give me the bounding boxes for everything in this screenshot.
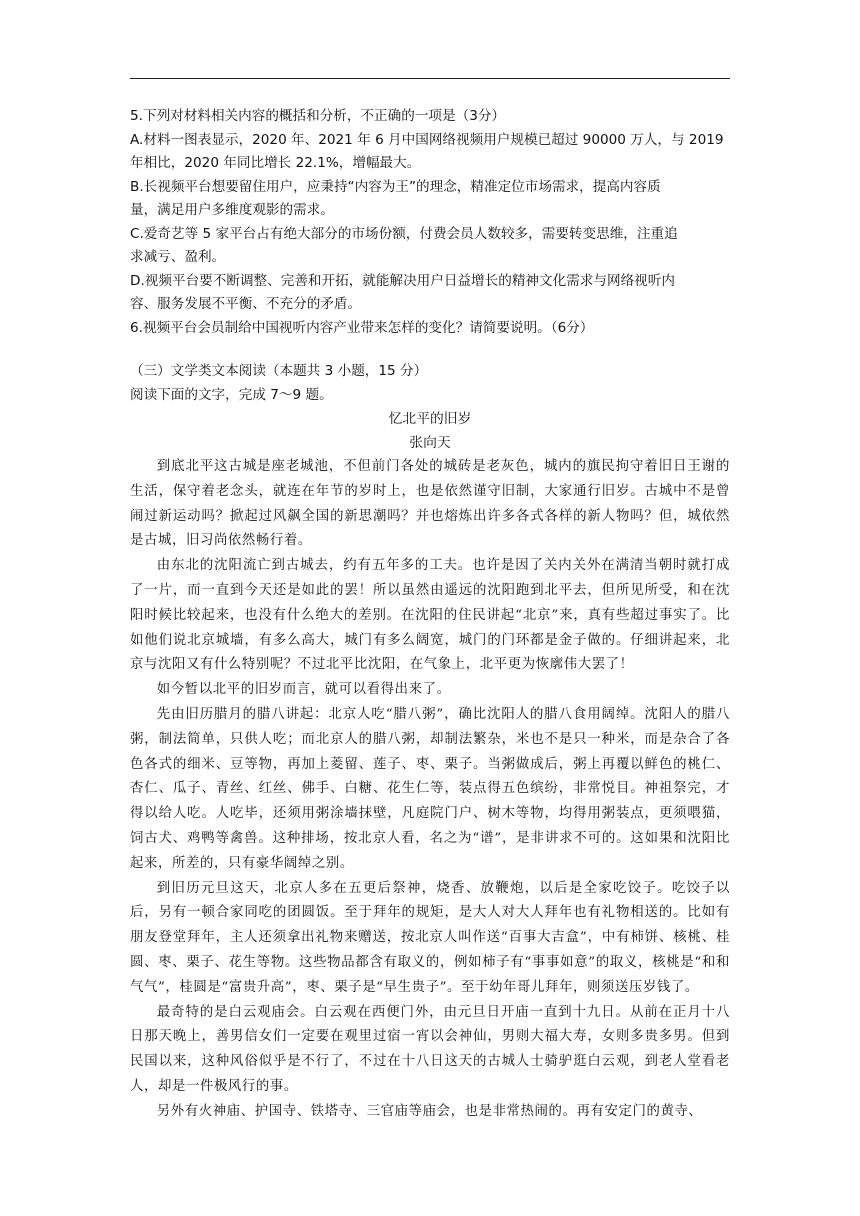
question-5-option-a-line-1: A.材料一图表显示，2020 年、2021 年 6 月中国网络视频用户规模已超过 90000 万人，与 2019: [130, 131, 724, 148]
question-5-option-d-line-2: 容、服务发展不平衡、不充分的矛盾。: [130, 296, 362, 312]
article-paragraph: 由东北的沈阳流亡到古城去，约有五年多的工夫。也许是因了关内关外在满清当朝时就打成了一片，而一直到今天还是如此的罢！所以虽然由遥远的沈阳跑到北平去，但所见所受，和在沈阳时候比较起来，也没有什么绝大的差别。在沈阳的住民讲起“北京”来，真有些超过事实了。比如他们说北京城墙，有多么高大，城门有多么阔宽，城门的门环都是金子做的。仔细讲起来，北京与沈阳又有什么特别呢？不过北平比沈阳，在气象上，北平更为恢廓伟大罢了！: [130, 558, 730, 673]
question-5-option-b-line-1: B.长视频平台想要留住用户，应秉持“内容为王”的理念，精准定位市场需求，提高内容质: [130, 178, 661, 195]
page-content: [130, 105, 730, 1125]
article-paragraph: 最奇特的是白云观庙会。白云观在西便门外，由元旦日开庙一直到十九日。从前在正月十八日那天晚上，善男信女们一定要在观里过宿一宵以会神仙，男则大福大寿，女则多贵多男。但到民国以来，这种风俗似乎是不行了，不过在十八日这天的古城人士骑驴逛白云观，到老人堂看老人，却是一件极风行的事。: [130, 1004, 730, 1094]
question-5-option-b-line-2: 量，满足用户多维度观影的需求。: [130, 202, 334, 218]
header-rule: [130, 78, 730, 79]
article-paragraph: 另外有火神庙、护国寺、铁塔寺、三官庙等庙会，也是非常热闹的。再有安定门的黄寺、: [156, 1103, 703, 1119]
question-6: 6.视频平台会员制给中国视听内容产业带来怎样的变化？请简要说明。（6分）: [130, 319, 594, 336]
question-5-option-a-line-2: 年相比，2020 年同比增长 22.1%，增幅最大。: [130, 155, 421, 171]
article-paragraph: 到旧历元旦这天，北京人多在五更后祭神，烧香、放鞭炮，以后是全家吃饺子。吃饺子以后，另有一顿合家同吃的团圆饭。至于拜年的规矩，是大人对大人拜年也有礼物相送的。比如有朋友登堂拜年，主人还须拿出礼物来赠送，按北京人叫作送“百事大吉盒”，中有柿饼、核桃、桂圆、枣、栗子、花生等物。这些物品都含有取义的，例如柿子有“事事如意”的取义，核桃是“和和气气”，桂圆是“富贵升高”，枣、栗子是“早生贵子”。至于幼年哥儿拜年，则须送压岁钱了。: [130, 880, 730, 995]
question-5-option-c-line-1: C.爱奇艺等 5 家平台占有绝大部分的市场份额，付费会员人数较多，需要转变思维，注重追: [130, 225, 678, 242]
question-5-option-c-line-2: 求减亏、盈利。: [130, 249, 226, 265]
question-5-stem: 5.下列对材料相关内容的概括和分析，不正确的一项是（3分）: [130, 108, 506, 124]
question-5-option-d-line-1: D.视频平台要不断调整、完善和开拓，就能解决用户日益增长的精神文化需求与网络视听内: [130, 272, 675, 289]
article-paragraph: 如今暂以北平的旧岁而言，就可以看得出来了。: [156, 682, 451, 698]
article-author: 张向天: [409, 435, 451, 451]
article-paragraph: 先由旧历腊月的腊八讲起：北京人吃“腊八粥”，确比沈阳人的腊八食用阔绰。沈阳人的腊八粥，制法简单，只供人吃；而北京人的腊八粥，却制法繁杂，米也不是只一种米，而是杂合了各色各式的细米、豆等物，再加上菱留、莲子、枣、栗子。当粥做成后，粥上再覆以鲜色的桃仁、杏仁、瓜子、青丝、红丝、佛手、白糖、花生仁等，装点得五色缤纷，非常悦目。神祖祭完，才得以给人吃。人吃毕，还须用粥涂墙抹壁，凡庭院门户、树木等物，均得用粥装点，更须喂猫，饲古犬、鸡鸭等禽兽。这种排场，按北京人看，名之为“谱”，是非讲求不可的。这如果和沈阳比起来，所差的，只有豪华阔绰之别。: [130, 706, 730, 871]
article-paragraph: 到底北平这古城是座老城池，不但前门各处的城砖是老灰色，城内的旗民拘守着旧日王谢的生活，保守着老念头，就连在年节的岁时上，也是依然谨守旧制，大家通行旧岁。古城中不是曾闹过新运动吗？掀起过风飙全国的新思潮吗？并也熔炼出许多各式各样的新人物吗？但，城依然是古城，旧习尚依然畅行着。: [130, 459, 730, 549]
section-instruction: 阅读下面的文字，完成 7～9 题。: [130, 386, 333, 403]
article-title: 忆北平的旧岁: [388, 411, 472, 427]
section-heading: （三）文学类文本阅读（本题共 3 小题，15 分）: [130, 363, 428, 379]
